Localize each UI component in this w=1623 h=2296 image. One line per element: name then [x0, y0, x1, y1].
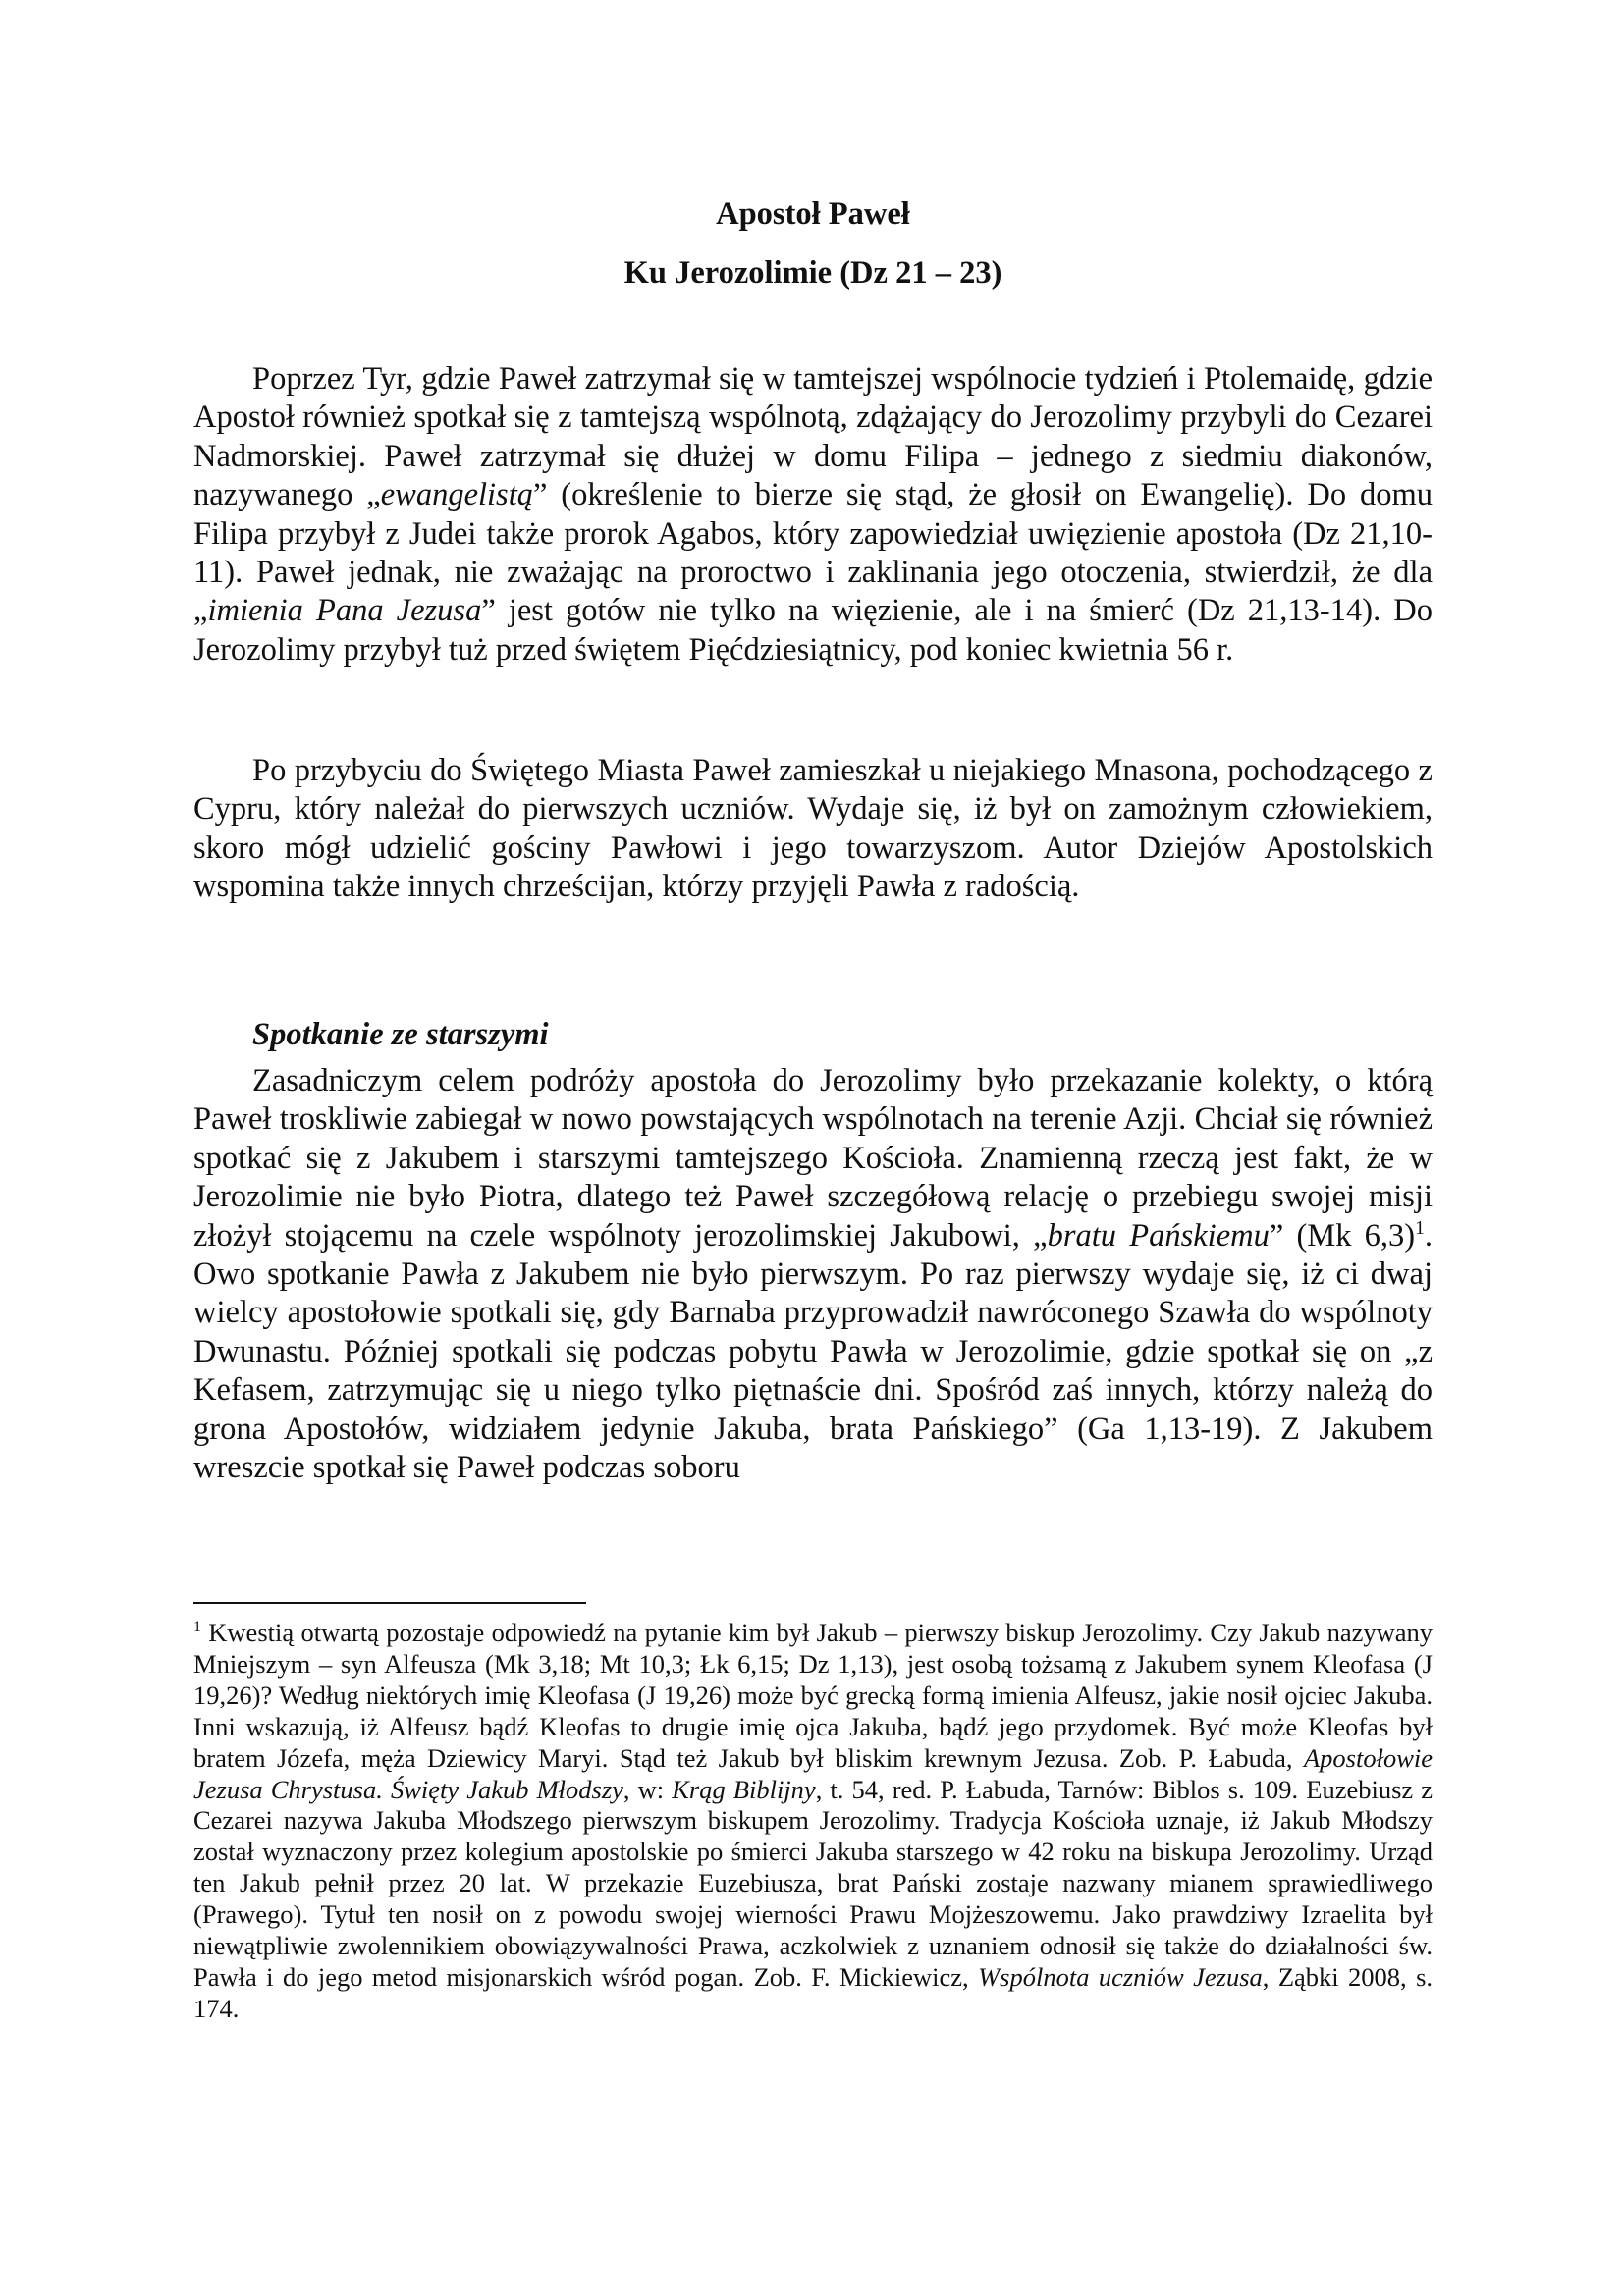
paragraph-3-text-d: . Owo spotkanie Pawła z Jakubem nie było pierwszym. Po raz pierwszy wydaje się, iż ci dwaj wielcy apostołowie spotkali się, gdy Barnaba przyprowadził nawróconego Szawła do wspólnoty Dwunastu. Później spotkali się podczas pobytu Pawła w Jerozolimie, gdzie spotkał się on „z Kefasem, zatrzymując się u niego tylko piętnaście dni. Spośród zaś innych, którzy należą do grona Apostołów, widziałem jedynie Jakuba, brata Pańskiego” (Ga 1,13-19). Z Jakubem wreszcie spotkał się Paweł podczas soboru: [193, 1217, 1433, 1486]
document-subtitle: Ku Jerozolimie (Dz 21 – 23): [623, 255, 1002, 291]
footnote-text-a: Kwestią otwartą pozostaje odpowiedź na pytanie kim był Jakub – pierwszy biskup Jerozolimy. Czy Jakub nazywany Mniejszym – syn Alfeusza (Mk 3,18; Mt 10,3; Łk 6,15; Dz 1,13), jest osobą tożsamą z Jakubem synem Kleofasa (J 19,26)? Według niektórych imię Kleofasa (J 19,26) może być grecką formą imienia Alfeusz, jakie nosił ojciec Jakuba. Inni wskazują, iż Alfeusz bądź Kleofas to drugie imię ojca Jakuba, bądź jego przydomek. Być może Kleofas był bratem Józefa, męża Dziewicy Maryi. Stąd też Jakub był bliskim krewnym Jezusa. Zob. P. Łabuda,: [193, 1618, 1433, 1773]
paragraph-1-text-c: ” (określenie to bierze się stąd, że głosił on Ewangelię). Do domu Filipa przybył z Judei także prorok Agabos, który zapowiedział uwięzienie apostoła (Dz 21,10-11). Paweł jednak, nie zważając na proroctwo i zaklinania jego otoczenia, stwierdził, że dla „: [193, 477, 1433, 629]
paragraph-1-text-a: Poprzez Tyr, gdzie Paweł zatrzymał się w tamtejszej wspólnocie tydzień i Ptolemaidę, gdzie Apostoł również spotkał się z tamtejszą wspólnotą, zdążający do Jerozolimy przybyli do Cezarei Nadmorskiej. Paweł zatrzymał się dłużej w domu Filipa – jednego z siedmiu diakonów, nazywanego „: [193, 361, 1433, 513]
paragraph-2-text: Po przybyciu do Świętego Miasta Paweł zamieszkał u niejakiego Mnasona, pochodzącego z Cypru, który należał do pierwszych uczniów. Wydaje się, iż był on zamożnym człowiekiem, skoro mógł udzielić gościny Pawłowi i jego towarzyszom. Autor Dziejów Apostolskich wspomina także innych chrześcijan, którzy przyjęli Pawła z radością.: [193, 753, 1433, 905]
paragraph-1-text-e: ” jest gotów nie tylko na więzienie, ale i na śmierć (Dz 21,13-14). Do Jerozolimy przybył tuż przed świętem Pięćdziesiątnicy, pod koniec kwietnia 56 r.: [193, 593, 1433, 667]
paragraph-1-italic-ewangelista: ewangelistą: [380, 477, 533, 513]
footnote-text-g: , Ząbki 2008, s. 174.: [193, 1961, 1434, 2023]
paragraph-3-italic-bratu-panskiemu: bratu Pańskiemu: [1047, 1217, 1270, 1254]
paragraph-3-text-c: ” (Mk 6,3): [1269, 1217, 1416, 1254]
footnote-number: 1: [193, 1619, 201, 1636]
footnote-italic-journal: Krąg Biblijny: [672, 1774, 816, 1804]
footnote-separator: [193, 1602, 586, 1604]
footnote-text-c: , w:: [622, 1774, 673, 1804]
paragraph-3: [193, 1062, 1433, 1487]
footnote-1: [193, 1618, 1433, 2025]
footnote-reference-1[interactable]: 1: [1415, 1217, 1425, 1239]
paragraph-1: [193, 360, 1433, 669]
paragraph-1-italic-imienia-pana-jezusa: imienia Pana Jezusa: [207, 593, 482, 629]
paragraph-3-text-a: Zasadniczym celem podróży apostoła do Jerozolimy było przekazanie kolekty, o którą Paweł troskliwie zabiegał w nowo powstających wspólnotach na terenie Azji. Chciał się również spotkać się z Jakubem i starszymi tamtejszego Kościoła. Znamienną rzeczą jest fakt, że w Jerozolimie nie było Piotra, dlatego też Paweł szczegółową relację o przebiegu swojej misji złożył stojącemu na czele wspólnoty jerozolimskiej Jakubowi, „: [193, 1063, 1433, 1254]
footnote-text-e: , t. 54, red. P. Łabuda, Tarnów: Biblos s. 109. Euzebiusz z Cezarei nazywa Jakuba Młodszego pierwszym biskupem Jerozolimy. Tradycja Kościoła uznaje, iż Jakub Młodszy został wyznaczony przez kolegium apostolskie po śmierci Jakuba starszego w 42 roku na biskupa Jerozolimy. Urząd ten Jakub pełnił przez 20 lat. W przekazie Euzebiusza, brat Pański zostaje nazwany mianem sprawiedliwego (Prawego). Tytuł ten nosił on z powodu swojej wierności Prawu Mojżeszowemu. Jako prawdziwy Izraelita był niewątpliwie zwolennikiem obowiązywalności Prawa, aczkolwiek z uznaniem odnosił się także do działalności św. Pawła i do jego metod misjonarskich wśród pogan. Zob. F. Mickiewicz,: [193, 1774, 1434, 1992]
footnote-italic-book-title: Apostołowie Jezusa Chrystusa. Święty Jakub Młodszy: [193, 1742, 1433, 1804]
document-title: Apostoł Paweł: [716, 196, 910, 232]
footnote-italic-book-title-2: Wspólnota uczniów Jezusa: [978, 1961, 1263, 1992]
paragraph-2: [193, 752, 1433, 907]
section-heading: Spotkanie ze starszymi: [252, 1017, 549, 1052]
